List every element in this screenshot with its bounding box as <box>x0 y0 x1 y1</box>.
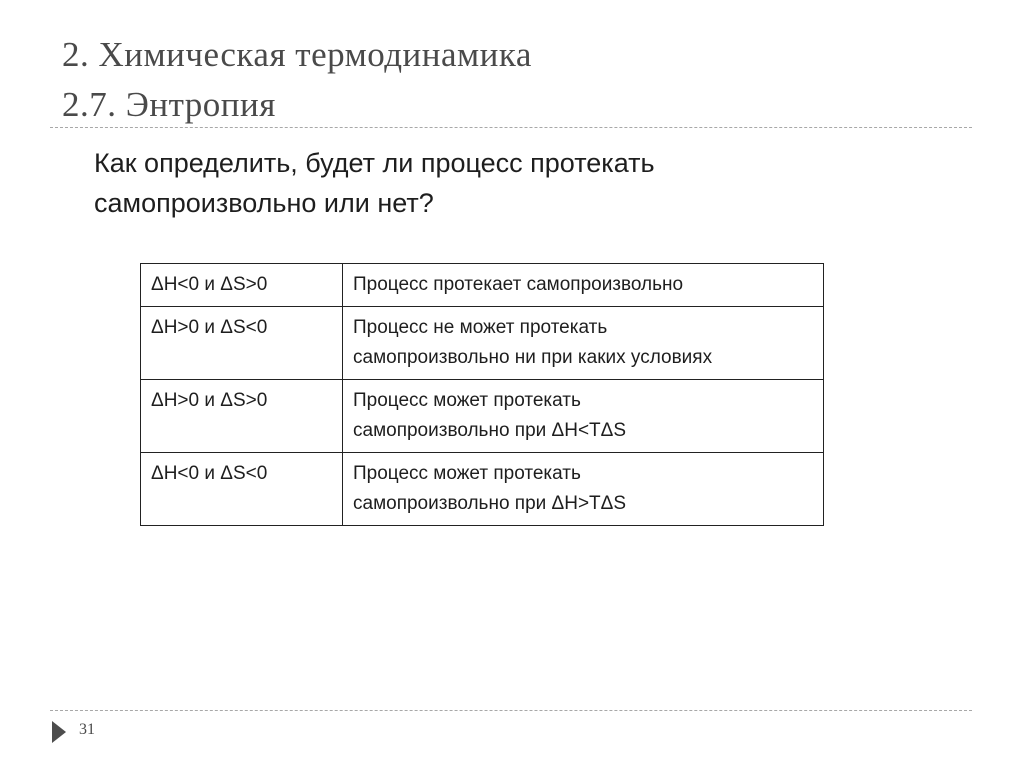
question-text <box>94 143 854 223</box>
description-cell: Процесс не может протекать самопроизвольно ни при каких условиях <box>343 307 824 380</box>
slide-title <box>62 30 962 130</box>
table-row <box>141 307 824 380</box>
description-cell: Процесс может протекать самопроизвольно при ΔH<TΔS <box>343 380 824 453</box>
title-divider <box>50 127 972 128</box>
question-line-1: Как определить, будет ли процесс протекать <box>94 148 655 178</box>
condition-cell: ΔH>0 и ΔS<0 <box>141 307 343 380</box>
description-cell: Процесс может протекать самопроизвольно при ΔH>TΔS <box>343 453 824 526</box>
condition-cell: ΔH<0 и ΔS<0 <box>141 453 343 526</box>
triangle-right-icon <box>52 721 66 743</box>
page-number: 31 <box>79 721 95 738</box>
table-row <box>141 264 824 307</box>
condition-cell: ΔH<0 и ΔS>0 <box>141 264 343 307</box>
question-line-2: самопроизвольно или нет? <box>94 188 434 218</box>
title-line-section: 2.7. Энтропия <box>62 85 276 124</box>
footer-divider <box>50 710 972 711</box>
title-line-chapter: 2. Химическая термодинамика <box>62 35 532 74</box>
spontaneity-table <box>140 263 824 526</box>
table-row <box>141 380 824 453</box>
description-cell: Процесс протекает самопроизвольно <box>343 264 824 307</box>
table-row <box>141 453 824 526</box>
condition-cell: ΔH>0 и ΔS>0 <box>141 380 343 453</box>
